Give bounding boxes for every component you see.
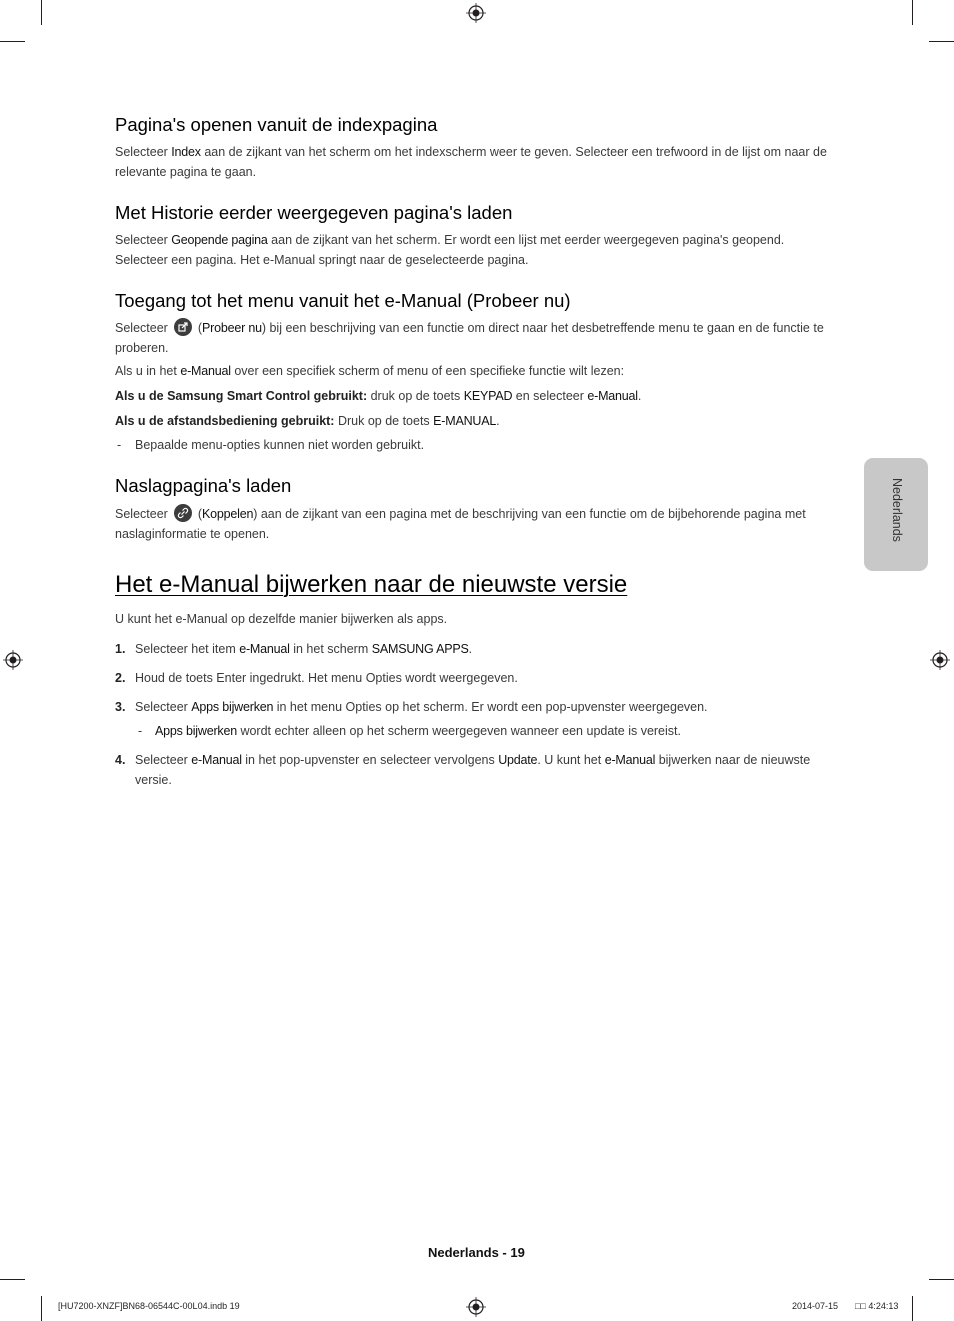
registration-mark-icon bbox=[930, 650, 950, 670]
text: . U kunt het bbox=[537, 753, 605, 767]
crop-mark bbox=[929, 41, 954, 42]
print-file-name: [HU7200-XNZF]BN68-06544C-00L04.indb 19 bbox=[58, 1301, 240, 1311]
crop-mark bbox=[912, 0, 913, 25]
language-side-tab bbox=[864, 458, 928, 571]
step-number: 1. bbox=[115, 642, 126, 656]
step-3-note bbox=[155, 722, 835, 742]
text: Selecteer bbox=[115, 507, 168, 521]
print-time: □□ 4:24:13 bbox=[855, 1301, 899, 1311]
update-step-2 bbox=[115, 669, 833, 689]
text: Druk op de toets bbox=[334, 414, 434, 428]
text: . bbox=[496, 414, 500, 428]
crop-mark bbox=[41, 1296, 42, 1321]
update-step-1 bbox=[115, 640, 833, 660]
text: Selecteer bbox=[135, 700, 192, 714]
text: in het menu Opties op het scherm. Er wordt een pop-upvenster weergegeven. bbox=[273, 700, 708, 714]
crop-mark bbox=[929, 1279, 954, 1280]
menu-term: Apps bijwerken bbox=[191, 700, 274, 714]
text: Selecteer bbox=[115, 145, 172, 159]
section-heading-try-now: Toegang tot het menu vanuit het e-Manual (Probeer nu) bbox=[115, 290, 571, 311]
text: ( bbox=[197, 321, 202, 335]
print-date: 2014-07-15 bbox=[792, 1301, 839, 1311]
registration-mark-icon bbox=[466, 1297, 486, 1317]
link-icon bbox=[174, 504, 192, 522]
paragraph-reference bbox=[115, 504, 833, 544]
menu-term: Apps bijwerken bbox=[155, 724, 237, 738]
menu-term: e-Manual bbox=[604, 753, 656, 767]
bold-label: Als u de Samsung Smart Control gebruikt: bbox=[115, 389, 368, 403]
menu-term: Probeer nu bbox=[201, 321, 262, 335]
text: bijwerken naar de nieuwste versie. bbox=[135, 753, 811, 787]
text: over een specifiek scherm of menu of een specifieke functie wilt lezen: bbox=[230, 364, 625, 378]
text: wordt echter alleen op het scherm weergegeven wanneer een update is vereist. bbox=[236, 724, 681, 738]
text: in het scherm bbox=[289, 642, 372, 656]
menu-term: e-Manual bbox=[239, 642, 290, 656]
try-now-icon bbox=[174, 318, 192, 336]
text: druk op de toets bbox=[367, 389, 464, 403]
update-step-4 bbox=[115, 751, 833, 790]
menu-term: e-Manual bbox=[191, 753, 242, 767]
language-side-tab-label: Nederlands bbox=[890, 478, 904, 542]
paragraph-remote bbox=[115, 412, 833, 432]
menu-term: e-Manual bbox=[180, 364, 231, 378]
step-3-note-dash: - bbox=[138, 724, 143, 738]
menu-term: e-Manual bbox=[587, 389, 638, 403]
paragraph-try-now-2 bbox=[115, 362, 833, 382]
section-heading-reference: Naslagpagina's laden bbox=[115, 475, 292, 496]
registration-mark-icon bbox=[466, 3, 486, 23]
text: Selecteer bbox=[115, 321, 168, 335]
crop-mark bbox=[912, 1296, 913, 1321]
paragraph-try-now bbox=[115, 318, 833, 358]
bold-label: Als u de afstandsbediening gebruikt: bbox=[115, 414, 335, 428]
update-step-3 bbox=[115, 698, 833, 718]
paragraph-history bbox=[115, 231, 833, 270]
menu-term: Koppelen bbox=[201, 507, 254, 521]
paragraph-smart-control bbox=[115, 387, 833, 407]
step-number: 3. bbox=[115, 700, 126, 714]
step-number: 4. bbox=[115, 753, 126, 767]
update-intro: U kunt het e-Manual op dezelfde manier bijwerken als apps. bbox=[115, 612, 448, 626]
step-number: 2. bbox=[115, 671, 126, 685]
text: Houd de toets Enter ingedrukt. Het menu Opties wordt weergegeven. bbox=[135, 671, 518, 685]
note-text: Bepaalde menu-opties kunnen niet worden gebruikt. bbox=[135, 438, 425, 452]
text: . bbox=[468, 642, 473, 656]
registration-mark-icon bbox=[3, 650, 23, 670]
text: . bbox=[637, 389, 642, 403]
text: Selecteer het item bbox=[135, 642, 240, 656]
text: en selecteer bbox=[512, 389, 588, 403]
text: aan de zijkant van het scherm om het indexscherm weer te geven. Selecteer een trefwoord in de lijst om naar de relevante pagina te gaan. bbox=[115, 145, 827, 179]
menu-term: SAMSUNG APPS bbox=[371, 642, 469, 656]
text: Selecteer bbox=[135, 753, 192, 767]
main-heading-update: Het e-Manual bijwerken naar de nieuwste versie bbox=[115, 571, 628, 598]
crop-mark bbox=[0, 41, 25, 42]
key-term: KEYPAD bbox=[463, 389, 513, 403]
text: ) aan de zijkant van een pagina met de beschrijving van een functie om de bijbehorende pagina met naslaginformatie te openen. bbox=[115, 507, 806, 541]
text: in het pop-upvenster en selecteer vervolgens bbox=[241, 753, 499, 767]
section-heading-history: Met Historie eerder weergegeven pagina's laden bbox=[115, 202, 513, 223]
section-heading-index: Pagina's openen vanuit de indexpagina bbox=[115, 114, 438, 135]
text: aan de zijkant van het scherm. Er wordt een lijst met eerder weergegeven pagina's geopend. Selecteer een pagina. Het e-Manual springt naar de geselecteerde pagina. bbox=[115, 233, 785, 267]
menu-term: Index bbox=[171, 145, 201, 159]
key-term: E-MANUAL bbox=[433, 414, 497, 428]
crop-mark bbox=[41, 0, 42, 25]
paragraph-index bbox=[115, 143, 833, 182]
text: ( bbox=[197, 507, 202, 521]
menu-term: Update bbox=[498, 753, 538, 767]
menu-term: Geopende pagina bbox=[171, 233, 268, 247]
note-dash: - bbox=[117, 438, 122, 452]
text: Als u in het bbox=[115, 364, 181, 378]
text: Selecteer bbox=[115, 233, 172, 247]
crop-mark bbox=[0, 1279, 25, 1280]
text: ) bij een beschrijving van een functie om direct naar het desbetreffende menu te gaan en de functie te proberen. bbox=[115, 321, 824, 355]
page-number: Nederlands - 19 bbox=[428, 1245, 525, 1260]
